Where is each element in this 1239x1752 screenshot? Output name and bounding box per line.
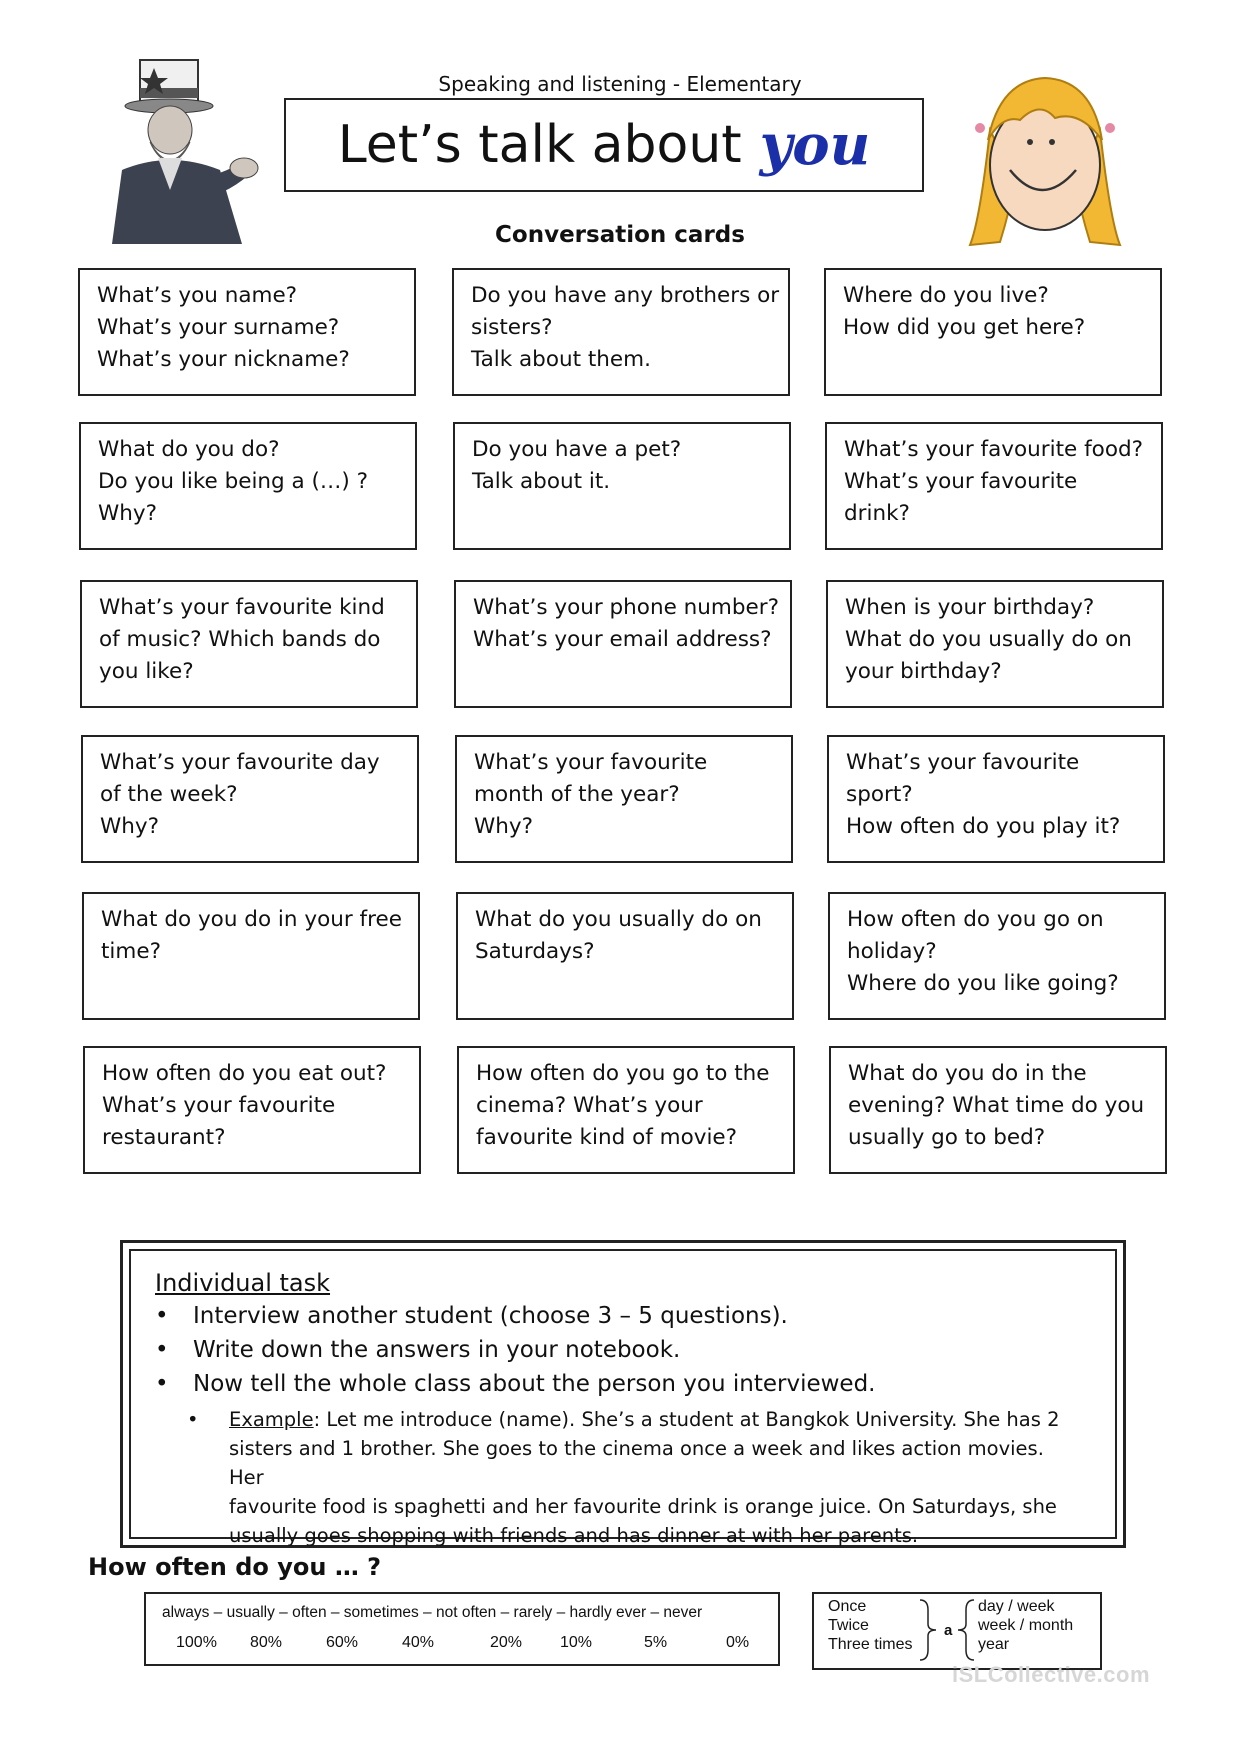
conversation-card	[829, 1046, 1167, 1174]
example-line: sisters and 1 brother. She goes to the cinema once a week and likes action movies. Her	[229, 1437, 1044, 1489]
conversation-card	[457, 1046, 795, 1174]
conversation-card	[79, 422, 417, 550]
girl-face-illustration	[960, 70, 1130, 250]
conversation-card	[78, 268, 416, 396]
card-question-line: Why?	[98, 501, 158, 526]
page-title-highlight: you	[759, 112, 871, 178]
task-bullet: • Interview another student (choose 3 – 5 questions).	[155, 1303, 788, 1329]
card-question-line: What’s your favourite	[846, 750, 1080, 775]
card-question-line: holiday?	[847, 939, 937, 964]
card-question-line: What’s your favourite day	[100, 750, 380, 775]
card-question-line: Talk about them.	[471, 347, 651, 372]
conversation-card	[826, 580, 1164, 708]
card-question-line: What’s your surname?	[97, 315, 340, 340]
card-question-line: evening? What time do you	[848, 1093, 1145, 1118]
card-question-line: What’s you name?	[97, 283, 298, 308]
card-question-line: Do you have any brothers or	[471, 283, 780, 308]
card-question-line: usually go to bed?	[848, 1125, 1046, 1150]
example-line: : Let me introduce (name). She’s a student at Bangkok University. She has 2	[313, 1408, 1060, 1431]
conversation-card	[456, 892, 794, 1020]
example-line: favourite food is spaghetti and her favourite drink is orange juice. On Saturdays, she	[229, 1495, 1057, 1518]
example-line: usually goes shopping with friends and has dinner at with her parents.	[229, 1524, 919, 1547]
conversation-card	[454, 580, 792, 708]
frequency-percent: 40%	[402, 1634, 435, 1651]
example-label: Example	[229, 1408, 314, 1431]
frequency-percent: 80%	[250, 1634, 283, 1651]
frequency-percent: 5%	[644, 1634, 668, 1651]
times-right-item: year	[978, 1636, 1010, 1653]
card-question-line: Saturdays?	[475, 939, 595, 964]
card-question-line: What’s your favourite	[844, 469, 1078, 494]
right-brace-icon	[916, 1598, 938, 1662]
card-question-line: What do you usually do on	[475, 907, 762, 932]
card-question-line: How did you get here?	[843, 315, 1086, 340]
card-question-line: When is your birthday?	[845, 595, 1095, 620]
task-bullet: • Now tell the whole class about the person you interviewed.	[155, 1371, 876, 1397]
card-question-line: What’s your favourite food?	[844, 437, 1144, 462]
conversation-card	[825, 422, 1163, 550]
card-question-line: of the week?	[100, 782, 238, 807]
card-question-line: sisters?	[471, 315, 553, 340]
card-question-line: How often do you go on	[847, 907, 1104, 932]
card-question-line: How often do you eat out?	[102, 1061, 387, 1086]
card-question-line: of music? Which bands do	[99, 627, 381, 652]
card-question-line: What’s your favourite	[102, 1093, 336, 1118]
card-question-line: Why?	[100, 814, 160, 839]
conversation-card	[452, 268, 790, 396]
worksheet-subtitle: Speaking and listening - Elementary	[438, 72, 802, 96]
frequency-scale-box	[144, 1592, 780, 1666]
card-question-line: What’s your email address?	[473, 627, 772, 652]
frequency-words: always – usually – often – sometimes – not often – rarely – hardly ever – never	[162, 1604, 703, 1621]
card-question-line: What do you do in your free	[101, 907, 402, 932]
conversation-card	[828, 892, 1166, 1020]
card-question-line: favourite kind of movie?	[476, 1125, 738, 1150]
cards-heading: Conversation cards	[495, 222, 745, 248]
frequency-percent: 60%	[326, 1634, 359, 1651]
conversation-card	[81, 735, 419, 863]
frequency-percent: 0%	[726, 1634, 750, 1651]
card-question-line: How often do you go to the	[476, 1061, 770, 1086]
how-often-heading: How often do you … ?	[88, 1553, 382, 1581]
times-left-item: Three times	[828, 1636, 913, 1653]
conversation-card	[824, 268, 1162, 396]
card-question-line: Do you have a pet?	[472, 437, 682, 462]
conversation-card	[83, 1046, 421, 1174]
conversation-card	[827, 735, 1165, 863]
conversation-card	[453, 422, 791, 550]
card-question-line: Why?	[474, 814, 534, 839]
card-question-line: Talk about it.	[472, 469, 611, 494]
frequency-percent: 10%	[560, 1634, 593, 1651]
card-question-line: Do you like being a (…) ?	[98, 469, 369, 494]
times-connector: a	[944, 1622, 953, 1639]
conversation-card	[80, 580, 418, 708]
card-question-line: What do you usually do on	[845, 627, 1132, 652]
card-question-line: drink?	[844, 501, 910, 526]
card-question-line: cinema? What’s your	[476, 1093, 703, 1118]
times-right-item: week / month	[978, 1617, 1074, 1634]
card-question-line: you like?	[99, 659, 194, 684]
times-per-period-box	[812, 1592, 1102, 1670]
watermark: iSLCollective.com	[952, 1662, 1151, 1687]
times-left-item: Twice	[828, 1617, 869, 1634]
frequency-percent: 20%	[490, 1634, 523, 1651]
times-right-item: day / week	[978, 1598, 1055, 1615]
card-question-line: What’s your favourite kind	[99, 595, 385, 620]
card-question-line: Where do you live?	[843, 283, 1049, 308]
task-example: • Example: Let me introduce (name). She’s a student at Bangkok University. She has 2 sisters and 1 brother. She goes to the cinema once a week and likes action movies. Her favourite food is spaghetti and her favourite drink is orange juice. On Saturdays, she usually goes shopping with friends and has dinner at with her parents.	[189, 1405, 1079, 1550]
task-title: Individual task	[155, 1269, 331, 1297]
card-question-line: month of the year?	[474, 782, 680, 807]
task-inner-border	[129, 1249, 1117, 1547]
card-question-line: What’s your phone number?	[473, 595, 779, 620]
left-brace-icon	[956, 1598, 978, 1662]
card-question-line: Where do you like going?	[847, 971, 1119, 996]
page-title: Let’s talk about	[337, 115, 742, 175]
card-question-line: restaurant?	[102, 1125, 226, 1150]
card-question-line: What’s your favourite	[474, 750, 708, 775]
uncle-sam-illustration	[92, 50, 272, 244]
card-question-line: your birthday?	[845, 659, 1002, 684]
conversation-card	[455, 735, 793, 863]
card-question-line: What’s your nickname?	[97, 347, 350, 372]
times-left-item: Once	[828, 1598, 867, 1615]
card-question-line: sport?	[846, 782, 913, 807]
card-question-line: What do you do in the	[848, 1061, 1087, 1086]
title-box	[284, 98, 924, 192]
conversation-card	[82, 892, 420, 1020]
card-question-line: What do you do?	[98, 437, 280, 462]
card-question-line: time?	[101, 939, 161, 964]
individual-task-box	[120, 1240, 1126, 1548]
card-question-line: How often do you play it?	[846, 814, 1121, 839]
task-bullet: • Write down the answers in your notebook.	[155, 1337, 681, 1363]
frequency-percent: 100%	[176, 1634, 217, 1651]
